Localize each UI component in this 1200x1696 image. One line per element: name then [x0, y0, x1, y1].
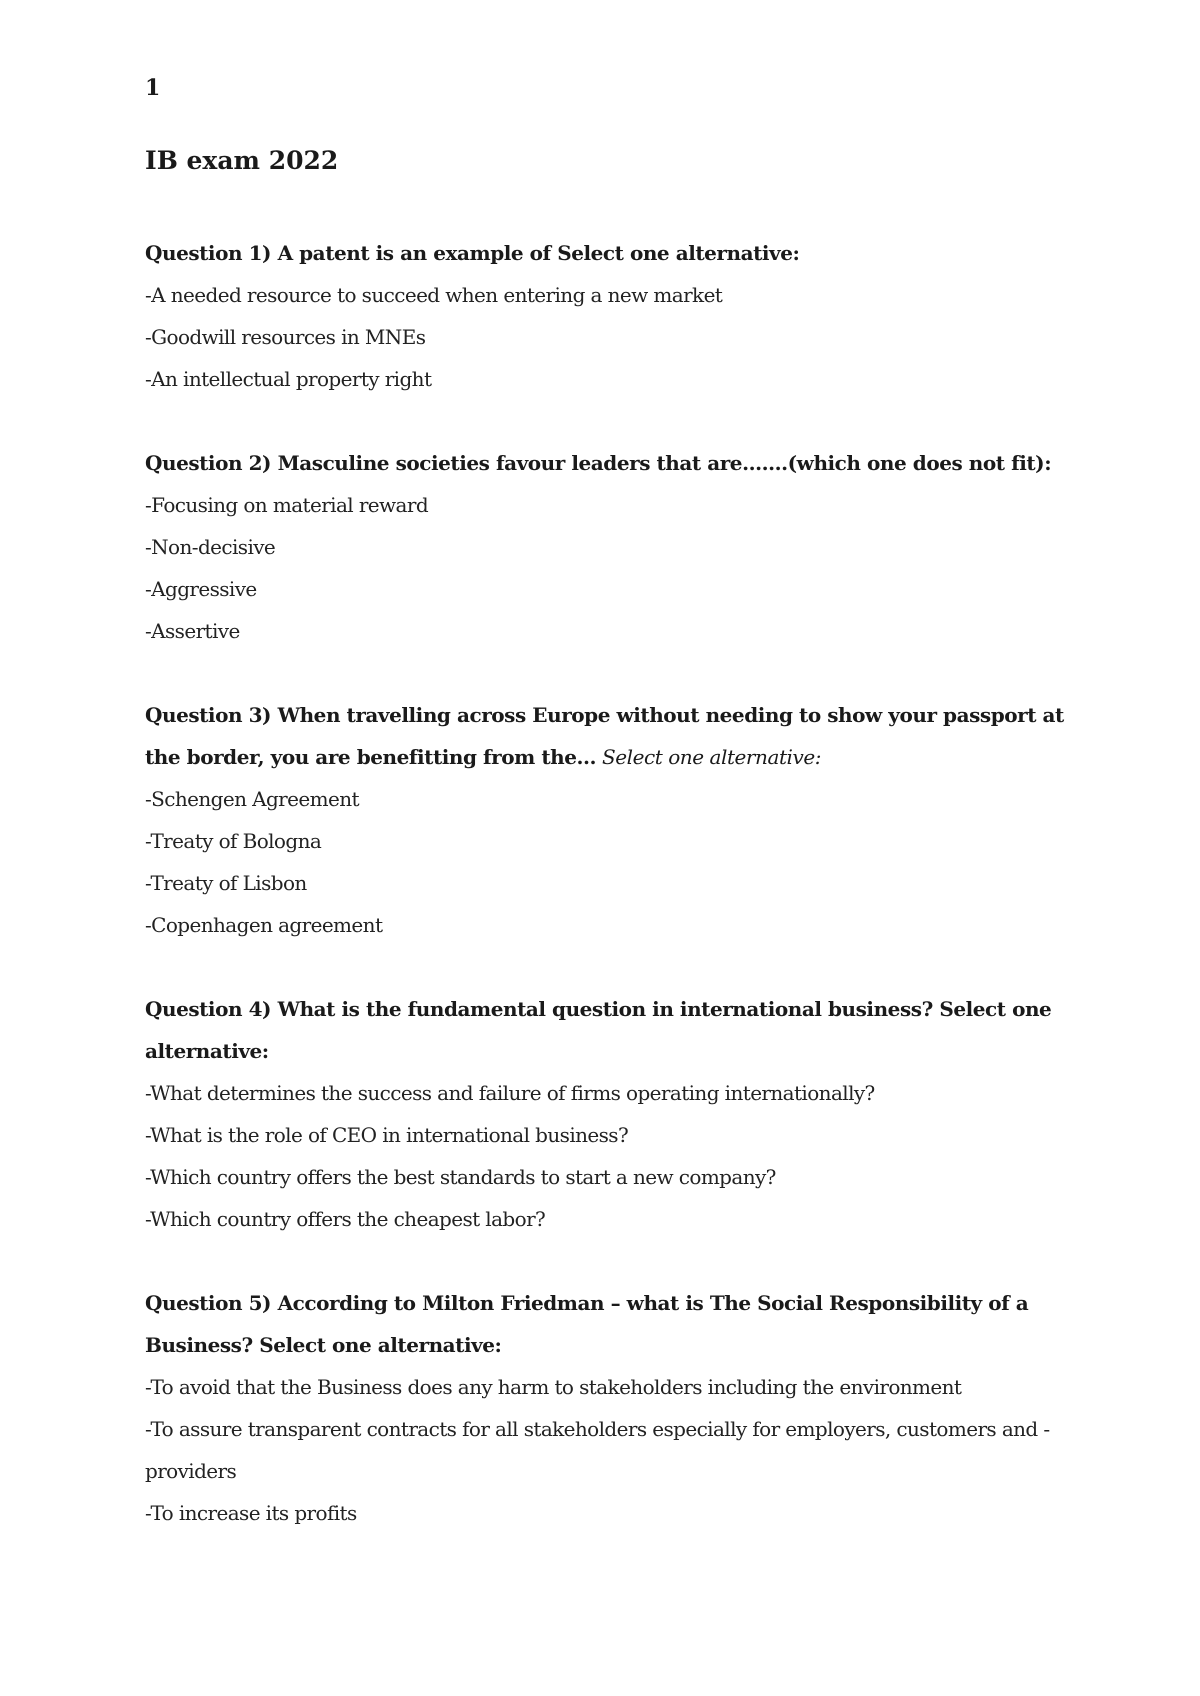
page-number: 1	[145, 75, 161, 101]
answer-option: -What is the role of CEO in international business?	[145, 1123, 629, 1147]
answer-options	[145, 1366, 1075, 1534]
question-text	[145, 1282, 1075, 1366]
question-text	[145, 988, 1075, 1072]
question-block	[145, 442, 1075, 652]
answer-option: -Goodwill resources in MNEs	[145, 325, 426, 349]
answer-option: -To assure transparent contracts for all stakeholders especially for employers, customers and - providers	[145, 1417, 1050, 1483]
question-instruction: Select one alternative:	[596, 745, 821, 769]
answer-option: -Treaty of Lisbon	[145, 871, 307, 895]
question-block	[145, 232, 1075, 400]
question-prompt: Question 2) Masculine societies favour leaders that are.......(which one does not fit):	[145, 451, 1052, 475]
answer-option: -Which country offers the best standards to start a new company?	[145, 1165, 776, 1189]
question-prompt: Question 5) According to Milton Friedman – what is The Social Responsibility of a Business? Select one alternative:	[145, 1291, 1029, 1357]
question-list	[145, 232, 1075, 1576]
answer-options	[145, 484, 1075, 652]
document-title: IB exam 2022	[145, 146, 339, 175]
answer-option: -Aggressive	[145, 577, 257, 601]
question-block	[145, 1282, 1075, 1534]
question-prompt: Question 1) A patent is an example of Select one alternative:	[145, 241, 800, 265]
answer-option: -Focusing on material reward	[145, 493, 429, 517]
question-prompt: Question 3) When travelling across Europe without needing to show your passport at the border, you are benefitting from the…	[145, 703, 1064, 769]
answer-option: -Which country offers the cheapest labor?	[145, 1207, 546, 1231]
answer-option: -What determines the success and failure of firms operating internationally?	[145, 1081, 875, 1105]
answer-option: -An intellectual property right	[145, 367, 432, 391]
answer-option: -To increase its profits	[145, 1501, 357, 1525]
answer-option: -Non-decisive	[145, 535, 276, 559]
answer-option: -Treaty of Bologna	[145, 829, 322, 853]
question-text	[145, 232, 1075, 274]
answer-option: -Schengen Agreement	[145, 787, 359, 811]
answer-options	[145, 778, 1075, 946]
question-text	[145, 694, 1075, 778]
answer-options	[145, 274, 1075, 400]
answer-option: -Copenhagen agreement	[145, 913, 383, 937]
answer-option: -A needed resource to succeed when entering a new market	[145, 283, 723, 307]
answer-option: -Assertive	[145, 619, 240, 643]
answer-options	[145, 1072, 1075, 1240]
question-block	[145, 694, 1075, 946]
question-prompt: Question 4) What is the fundamental question in international business? Select one alternative:	[145, 997, 1052, 1063]
question-text	[145, 442, 1075, 484]
answer-option: -To avoid that the Business does any harm to stakeholders including the environment	[145, 1375, 962, 1399]
question-block	[145, 988, 1075, 1240]
